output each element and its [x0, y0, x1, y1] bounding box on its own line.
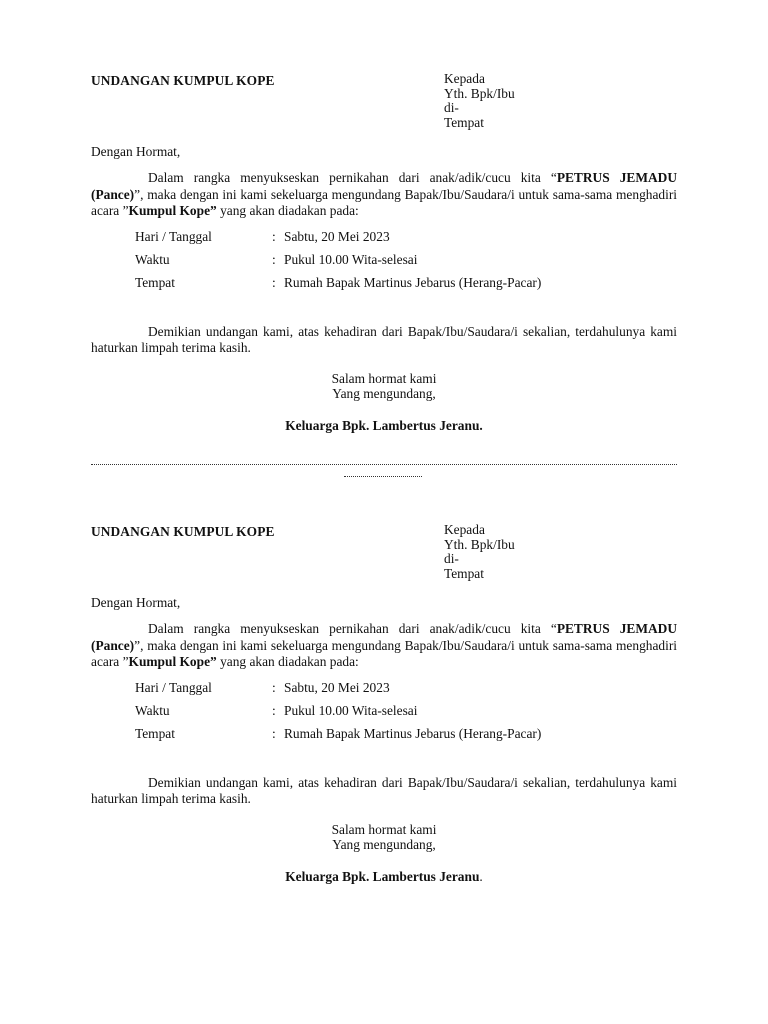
cut-line [91, 452, 677, 465]
intro-text: Dalam rangka menyukseskan pernikahan dari anak/adik/cucu kita “ [148, 621, 557, 636]
detail-value: Pukul 10.00 Wita-selesai [284, 251, 418, 267]
detail-row-place [135, 726, 677, 749]
invitation-letter-2 [91, 523, 677, 885]
signoff-line: Yang mengundang, [332, 837, 436, 852]
intro-text: ”, maka dengan ini kami sekeluarga mengundang Bapak/Ibu/Saudara/i untuk sama-sama menghadiri acara ” [91, 186, 677, 218]
closing-text: Demikian undangan kami, atas kehadiran dari Bapak/Ibu/Saudara/i sekalian, terdahulunya kami haturkan limpah terima kasih. [91, 323, 677, 355]
signature [91, 418, 677, 434]
recipient-line: Tempat [444, 114, 484, 130]
event-details [135, 229, 677, 298]
cut-line-tail [344, 470, 422, 477]
closing-paragraph [91, 324, 677, 357]
greeting: Dengan Hormat, [91, 144, 181, 159]
recipient-line: Kepada [444, 71, 485, 86]
detail-label: Tempat [135, 725, 175, 741]
intro-text: Dalam rangka menyukseskan pernikahan dari anak/adik/cucu kita “ [148, 170, 557, 185]
detail-colon: : [272, 274, 276, 290]
detail-colon: : [272, 679, 276, 695]
document-title: UNDANGAN KUMPUL KOPE [91, 524, 275, 539]
letter-header [91, 72, 677, 132]
event-details [135, 680, 677, 749]
detail-label: Waktu [135, 251, 170, 267]
closing-paragraph [91, 775, 677, 808]
invitation-letter-1 [91, 72, 677, 434]
signature-end: . [479, 868, 483, 884]
detail-value: Pukul 10.00 Wita-selesai [284, 702, 418, 718]
detail-label: Tempat [135, 274, 175, 290]
signoff-line: Salam hormat kami [331, 370, 437, 386]
detail-label: Hari / Tanggal [135, 679, 212, 695]
intro-paragraph [91, 170, 677, 220]
detail-row-date [135, 680, 677, 703]
greeting: Dengan Hormat, [91, 595, 181, 610]
recipient-line: Yth. Bpk/Ibu [444, 536, 515, 552]
detail-colon: : [272, 702, 276, 718]
detail-colon: : [272, 228, 276, 244]
detail-colon: : [272, 725, 276, 741]
intro-paragraph [91, 621, 677, 671]
signature [91, 869, 677, 885]
signature-name: Keluarga Bpk. Lambertus Jeranu [285, 868, 480, 884]
signature-end: . [479, 417, 483, 433]
detail-row-time [135, 252, 677, 275]
letter-header [91, 523, 677, 583]
signoff-block [91, 822, 677, 853]
detail-row-place [135, 275, 677, 298]
signature-name: Keluarga Bpk. Lambertus Jeranu [285, 417, 480, 433]
detail-label: Waktu [135, 702, 170, 718]
intro-text: yang akan diadakan pada: [216, 203, 359, 218]
detail-colon: : [272, 251, 276, 267]
intro-text: ”, maka dengan ini kami sekeluarga mengundang Bapak/Ibu/Saudara/i untuk sama-sama menghadiri acara ” [91, 637, 677, 669]
intro-text: yang akan diadakan pada: [216, 654, 359, 669]
detail-row-date [135, 229, 677, 252]
detail-row-time [135, 703, 677, 726]
recipient-block [444, 523, 515, 581]
recipient-line: Yth. Bpk/Ibu [444, 85, 515, 101]
groom-name: PETRUS JEMADU (Pance) [91, 170, 677, 202]
event-name: Kumpul Kope” [128, 654, 217, 669]
signoff-block [91, 371, 677, 402]
signoff-line: Salam hormat kami [331, 821, 437, 837]
signoff-line: Yang mengundang, [332, 386, 436, 401]
detail-value: Rumah Bapak Martinus Jebarus (Herang-Pacar) [284, 725, 542, 741]
closing-text: Demikian undangan kami, atas kehadiran dari Bapak/Ibu/Saudara/i sekalian, terdahulunya kami haturkan limpah terima kasih. [91, 774, 677, 806]
document-title: UNDANGAN KUMPUL KOPE [91, 73, 275, 88]
event-name: Kumpul Kope” [128, 203, 217, 218]
detail-value: Sabtu, 20 Mei 2023 [284, 679, 390, 695]
recipient-block [444, 72, 515, 130]
groom-name: PETRUS JEMADU (Pance) [91, 621, 677, 653]
detail-label: Hari / Tanggal [135, 228, 212, 244]
recipient-line: di- [444, 100, 459, 115]
detail-value: Rumah Bapak Martinus Jebarus (Herang-Pacar) [284, 274, 542, 290]
recipient-line: Tempat [444, 565, 484, 581]
detail-value: Sabtu, 20 Mei 2023 [284, 228, 390, 244]
recipient-line: di- [444, 551, 459, 566]
recipient-line: Kepada [444, 522, 485, 537]
